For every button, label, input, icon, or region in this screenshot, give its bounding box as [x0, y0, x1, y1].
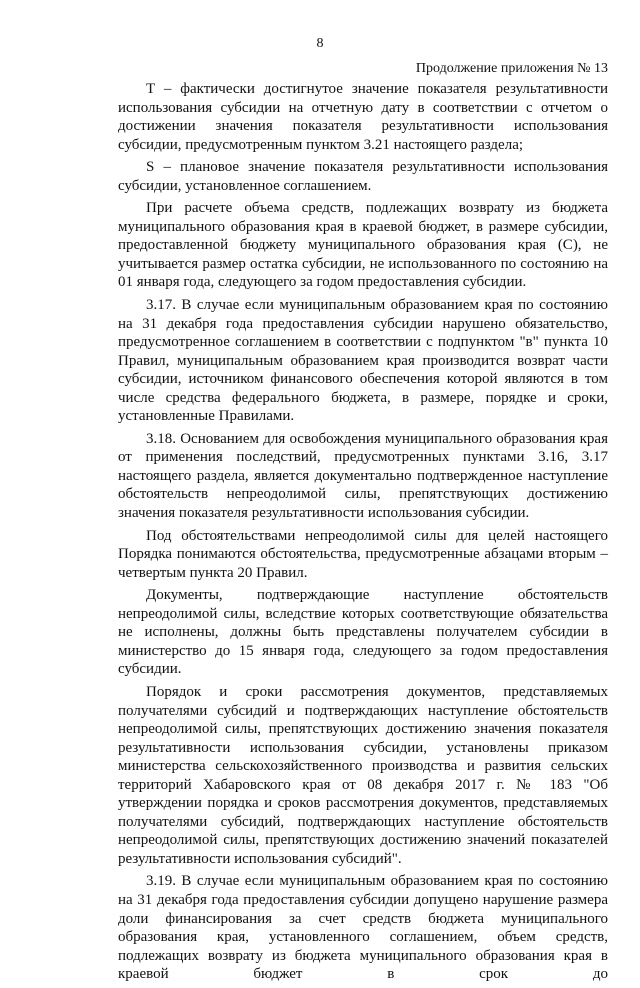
paragraph-3-18: 3.18. Основанием для освобождения муниципального образования края от применения последствий, предусмотренных пунктами 3.16, 3.17 настоящего раздела, является документально подтвержденное наступление обстоятельств непреодолимой силы, препятствующих достижению значения показателя результативности использования субсидии. — [118, 430, 608, 522]
document-body — [118, 80, 608, 988]
paragraph-supporting-documents: Документы, подтверждающие наступление обстоятельств непреодолимой силы, вследствие которых соответствующие обязательства не исполнены, должны быть представлены получателем субсидии в министерство до 15 января года, следующего за годом предоставления субсидии. — [118, 587, 608, 678]
paragraph-review-procedure: Порядок и сроки рассмотрения документов, представляемых получателями субсидий и подтверждающих наступление обстоятельств непреодолимой силы, препятствующих достижению значения показателя результативности использования субсидии, установлены приказом министерства сельскохозяйственного производства и развития сельских территорий Хабаровского края от 08 декабря 2017 г. № 183 "Об утверждении порядка и сроков рассмотрения документов, представляемых получателями субсидий, подтверждающих наступление обстоятельств непреодолимой силы, препятствующих достижению значений показателей результативности использования субсидий". — [118, 683, 608, 867]
page-number: 8 — [316, 36, 324, 51]
paragraph-t-definition: T – фактически достигнутое значение показателя результативности использования субсидии на отчетную дату в соответствии с отчетом о достижении значения показателя результативности использования субсидии, предусмотренным пунктом 3.21 настоящего раздела; — [118, 81, 608, 153]
paragraph-s-definition: S – плановое значение показателя результативности использования субсидии, установленное соглашением. — [118, 159, 608, 194]
paragraph-3-17: 3.17. В случае если муниципальным образованием края по состоянию на 31 декабря года предоставления субсидии нарушено обязательство, предусмотренное соглашением в соответствии с подпунктом "в" пункта 10 Правил, муниципальным образованием края производится возврат части субсидии, источником финансового обеспечения которой являются в том числе средства федерального бюджета, в размере, порядке и сроки, установленные Правилами. — [118, 297, 608, 425]
paragraph-3-19: 3.19. В случае если муниципальным образованием края по состоянию на 31 декабря года предоставления субсидии допущено нарушение размера доли финансирования за счет средств бюджета муниципального образования края, установленного соглашением, объем средств, подлежащих возврату из бюджета муниципального образования края в краевой бюджет в срок до — [118, 873, 608, 983]
paragraph-force-majeure-definition: Под обстоятельствами непреодолимой силы для целей настоящего Порядка понимаются обстоятельства, предусмотренные абзацами вторым – четвертым пункта 20 Правил. — [118, 527, 608, 581]
paragraph-calculation-note: При расчете объема средств, подлежащих возврату из бюджета муниципального образования края в краевой бюджет, в размере субсидии, предоставленной бюджету муниципального образования края (C), не учитывается размер остатка субсидии, не использованного по состоянию на 01 января года, следующего за годом предоставления субсидии. — [118, 200, 608, 291]
appendix-continuation-note: Продолжение приложения № 13 — [415, 61, 608, 76]
